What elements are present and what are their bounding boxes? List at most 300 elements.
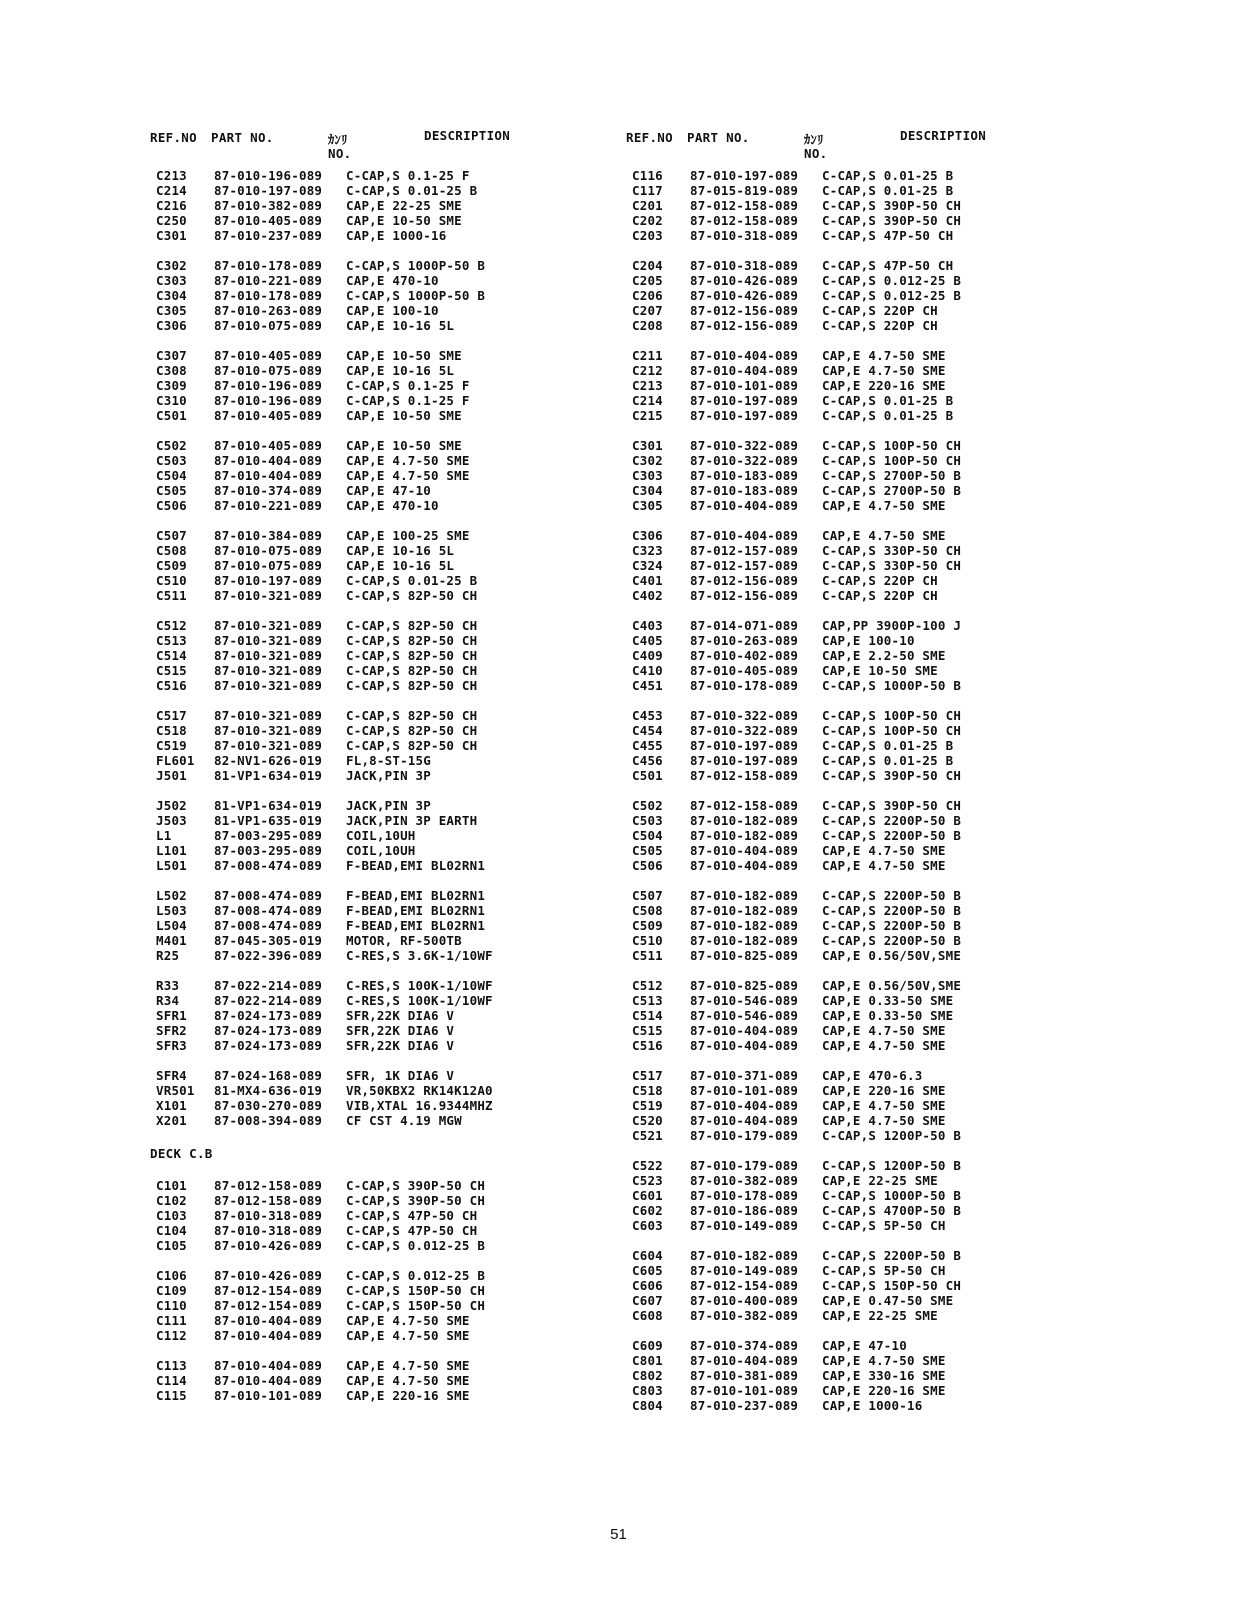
parts-group bbox=[150, 1268, 570, 1343]
right-parts-groups bbox=[626, 168, 1046, 1413]
ref-no-cell: C503 bbox=[632, 813, 663, 828]
ref-no-cell: C516 bbox=[156, 678, 187, 693]
description-cell: CAP,E 10-50 SME bbox=[346, 213, 462, 228]
table-row bbox=[626, 813, 1046, 828]
ref-no-cell: C601 bbox=[632, 1188, 663, 1203]
table-row bbox=[150, 933, 570, 948]
table-row bbox=[626, 258, 1046, 273]
ref-no-cell: C307 bbox=[156, 348, 187, 363]
part-no-cell: 87-010-178-089 bbox=[690, 1188, 799, 1203]
table-row bbox=[626, 1113, 1046, 1128]
part-no-cell: 87-010-197-089 bbox=[690, 393, 799, 408]
table-row bbox=[150, 213, 570, 228]
part-no-cell: 87-010-178-089 bbox=[214, 258, 323, 273]
deck-cb-parts-groups bbox=[150, 1178, 570, 1403]
description-cell: CAP,E 4.7-50 SME bbox=[346, 1328, 470, 1343]
part-no-cell: 87-010-404-089 bbox=[214, 1373, 323, 1388]
table-row bbox=[626, 933, 1046, 948]
table-row bbox=[150, 558, 570, 573]
description-cell: C-CAP,S 2200P-50 B bbox=[822, 903, 962, 918]
description-cell: CAP,E 100-25 SME bbox=[346, 528, 470, 543]
ref-no-cell: C310 bbox=[156, 393, 187, 408]
part-no-cell: 87-010-197-089 bbox=[214, 573, 323, 588]
part-no-cell: 87-010-221-089 bbox=[214, 498, 323, 513]
ref-no-cell: C202 bbox=[632, 213, 663, 228]
description-cell: SFR,22K DIA6 V bbox=[346, 1008, 455, 1023]
table-row bbox=[626, 708, 1046, 723]
description-cell: C-CAP,S 47P-50 CH bbox=[346, 1223, 478, 1238]
description-cell: CAP,E 4.7-50 SME bbox=[346, 1358, 470, 1373]
parts-group bbox=[626, 438, 1046, 513]
description-cell: C-CAP,S 390P-50 CH bbox=[346, 1178, 486, 1193]
ref-no-cell: C204 bbox=[632, 258, 663, 273]
ref-no-cell: C606 bbox=[632, 1278, 663, 1293]
table-row bbox=[626, 1188, 1046, 1203]
part-no-cell: 87-010-178-089 bbox=[214, 288, 323, 303]
description-cell: C-CAP,S 0.012-25 B bbox=[822, 273, 962, 288]
ref-no-cell: C112 bbox=[156, 1328, 187, 1343]
part-no-cell: 87-010-402-089 bbox=[690, 648, 799, 663]
description-cell: C-CAP,S 2200P-50 B bbox=[822, 813, 962, 828]
description-cell: C-CAP,S 0.01-25 B bbox=[822, 753, 954, 768]
part-no-cell: 87-012-154-089 bbox=[690, 1278, 799, 1293]
parts-group bbox=[150, 1358, 570, 1403]
parts-group bbox=[150, 348, 570, 423]
table-row bbox=[150, 228, 570, 243]
ref-no-cell: L503 bbox=[156, 903, 187, 918]
ref-no-cell: C212 bbox=[632, 363, 663, 378]
table-row bbox=[626, 213, 1046, 228]
ref-no-cell: C513 bbox=[632, 993, 663, 1008]
part-no-cell: 81-VP1-635-019 bbox=[214, 813, 323, 828]
part-no-cell: 87-010-197-089 bbox=[690, 168, 799, 183]
description-cell: MOTOR, RF-500TB bbox=[346, 933, 462, 948]
part-no-cell: 87-012-156-089 bbox=[690, 303, 799, 318]
ref-no-cell: C409 bbox=[632, 648, 663, 663]
description-cell: SFR, 1K DIA6 V bbox=[346, 1068, 455, 1083]
part-no-cell: 87-010-546-089 bbox=[690, 993, 799, 1008]
table-row bbox=[150, 918, 570, 933]
description-cell: C-CAP,S 82P-50 CH bbox=[346, 738, 478, 753]
part-no-cell: 87-010-318-089 bbox=[690, 228, 799, 243]
table-row bbox=[626, 1023, 1046, 1038]
parts-group bbox=[626, 168, 1046, 243]
description-cell: C-CAP,S 0.01-25 B bbox=[822, 393, 954, 408]
part-no-cell: 87-010-318-089 bbox=[690, 258, 799, 273]
table-row bbox=[626, 1068, 1046, 1083]
part-no-cell: 87-010-197-089 bbox=[214, 183, 323, 198]
ref-no-cell: C206 bbox=[632, 288, 663, 303]
part-no-cell: 87-010-183-089 bbox=[690, 483, 799, 498]
part-no-cell: 87-003-295-089 bbox=[214, 828, 323, 843]
description-cell: CAP,E 10-16 5L bbox=[346, 543, 455, 558]
table-row bbox=[150, 1038, 570, 1053]
part-no-cell: 87-012-157-089 bbox=[690, 543, 799, 558]
part-no-cell: 87-010-426-089 bbox=[690, 273, 799, 288]
ref-no-cell: SFR2 bbox=[156, 1023, 187, 1038]
table-row bbox=[626, 1278, 1046, 1293]
table-row bbox=[626, 1308, 1046, 1323]
description-cell: CAP,E 4.7-50 SME bbox=[822, 1353, 946, 1368]
section-title-deck-cb: DECK C.B bbox=[150, 1146, 213, 1161]
table-row bbox=[626, 843, 1046, 858]
parts-group bbox=[626, 798, 1046, 873]
table-row bbox=[626, 948, 1046, 963]
part-no-cell: 87-010-426-089 bbox=[690, 288, 799, 303]
table-row bbox=[626, 1338, 1046, 1353]
ref-no-cell: C250 bbox=[156, 213, 187, 228]
table-row bbox=[626, 273, 1046, 288]
table-row bbox=[626, 573, 1046, 588]
parts-group bbox=[150, 1178, 570, 1253]
table-row bbox=[626, 858, 1046, 873]
table-row bbox=[150, 573, 570, 588]
description-cell: CAP,E 4.7-50 SME bbox=[822, 528, 946, 543]
ref-no-cell: C304 bbox=[632, 483, 663, 498]
table-row bbox=[150, 318, 570, 333]
description-cell: C-CAP,S 390P-50 CH bbox=[822, 213, 962, 228]
ref-no-cell: J503 bbox=[156, 813, 187, 828]
description-cell: C-CAP,S 390P-50 CH bbox=[822, 768, 962, 783]
part-no-cell: 87-010-179-089 bbox=[690, 1158, 799, 1173]
table-row bbox=[150, 753, 570, 768]
part-no-cell: 87-010-405-089 bbox=[214, 408, 323, 423]
part-no-cell: 87-024-173-089 bbox=[214, 1038, 323, 1053]
ref-no-cell: C509 bbox=[156, 558, 187, 573]
table-row bbox=[626, 1173, 1046, 1188]
description-cell: COIL,10UH bbox=[346, 828, 416, 843]
ref-no-cell: C501 bbox=[632, 768, 663, 783]
part-no-cell: 87-010-318-089 bbox=[214, 1223, 323, 1238]
table-row bbox=[626, 738, 1046, 753]
ref-no-cell: C508 bbox=[156, 543, 187, 558]
description-cell: C-CAP,S 1000P-50 B bbox=[822, 678, 962, 693]
parts-group bbox=[626, 888, 1046, 963]
parts-group bbox=[150, 168, 570, 243]
ref-no-cell: C522 bbox=[632, 1158, 663, 1173]
table-row bbox=[626, 1293, 1046, 1308]
description-cell: C-CAP,S 220P CH bbox=[822, 588, 938, 603]
ref-no-cell: C105 bbox=[156, 1238, 187, 1253]
table-row bbox=[150, 348, 570, 363]
description-cell: C-CAP,S 2200P-50 B bbox=[822, 828, 962, 843]
part-no-cell: 87-010-221-089 bbox=[214, 273, 323, 288]
part-no-cell: 87-010-237-089 bbox=[214, 228, 323, 243]
table-row bbox=[150, 903, 570, 918]
ref-no-cell: C211 bbox=[632, 348, 663, 363]
part-no-cell: 87-012-158-089 bbox=[214, 1193, 323, 1208]
part-no-cell: 87-010-404-089 bbox=[690, 1353, 799, 1368]
part-no-cell: 87-010-382-089 bbox=[690, 1308, 799, 1323]
ref-no-cell: C110 bbox=[156, 1298, 187, 1313]
ref-no-cell: C410 bbox=[632, 663, 663, 678]
parts-group bbox=[150, 708, 570, 783]
description-cell: C-CAP,S 2200P-50 B bbox=[822, 918, 962, 933]
part-no-cell: 87-012-154-089 bbox=[214, 1298, 323, 1313]
part-no-cell: 87-010-182-089 bbox=[690, 888, 799, 903]
ref-no-cell: C456 bbox=[632, 753, 663, 768]
table-row bbox=[626, 543, 1046, 558]
ref-no-cell: C507 bbox=[632, 888, 663, 903]
parts-group bbox=[626, 1248, 1046, 1323]
part-no-cell: 87-010-263-089 bbox=[214, 303, 323, 318]
table-row bbox=[150, 813, 570, 828]
description-cell: C-CAP,S 2200P-50 B bbox=[822, 888, 962, 903]
ref-no-cell: C509 bbox=[632, 918, 663, 933]
part-no-cell: 87-022-396-089 bbox=[214, 948, 323, 963]
table-row bbox=[626, 888, 1046, 903]
table-row bbox=[150, 633, 570, 648]
description-cell: C-CAP,S 390P-50 CH bbox=[822, 798, 962, 813]
description-cell: C-CAP,S 82P-50 CH bbox=[346, 588, 478, 603]
description-cell: JACK,PIN 3P EARTH bbox=[346, 813, 478, 828]
table-row bbox=[150, 993, 570, 1008]
part-no-cell: 87-008-474-089 bbox=[214, 903, 323, 918]
description-cell: CAP,E 4.7-50 SME bbox=[822, 348, 946, 363]
table-row bbox=[150, 588, 570, 603]
part-no-cell: 87-010-404-089 bbox=[690, 858, 799, 873]
part-no-cell: 87-010-321-089 bbox=[214, 723, 323, 738]
ref-no-cell: C114 bbox=[156, 1373, 187, 1388]
description-cell: C-RES,S 100K-1/10WF bbox=[346, 993, 493, 1008]
part-no-cell: 87-010-075-089 bbox=[214, 543, 323, 558]
ref-no-cell: C609 bbox=[632, 1338, 663, 1353]
left-parts-groups bbox=[150, 168, 570, 1128]
ref-no-cell: R34 bbox=[156, 993, 180, 1008]
table-row bbox=[150, 1083, 570, 1098]
part-no-cell: 87-010-196-089 bbox=[214, 393, 323, 408]
table-row bbox=[626, 228, 1046, 243]
description-cell: CAP,E 22-25 SME bbox=[346, 198, 462, 213]
table-row bbox=[150, 1373, 570, 1388]
table-row bbox=[626, 993, 1046, 1008]
table-row bbox=[150, 498, 570, 513]
part-no-cell: 87-010-263-089 bbox=[690, 633, 799, 648]
description-cell: C-CAP,S 82P-50 CH bbox=[346, 618, 478, 633]
part-no-cell: 87-010-405-089 bbox=[214, 348, 323, 363]
table-row bbox=[626, 1398, 1046, 1413]
table-row bbox=[150, 378, 570, 393]
description-cell: C-CAP,S 1000P-50 B bbox=[346, 258, 486, 273]
ref-no-cell: L502 bbox=[156, 888, 187, 903]
description-cell: C-CAP,S 47P-50 CH bbox=[822, 228, 954, 243]
table-row bbox=[626, 1383, 1046, 1398]
part-no-cell: 87-010-182-089 bbox=[690, 933, 799, 948]
ref-no-cell: C213 bbox=[632, 378, 663, 393]
description-cell: C-CAP,S 2700P-50 B bbox=[822, 483, 962, 498]
ref-no-cell: M401 bbox=[156, 933, 187, 948]
ref-no-cell: C502 bbox=[632, 798, 663, 813]
part-no-cell: 87-010-197-089 bbox=[690, 753, 799, 768]
description-cell: C-CAP,S 1000P-50 B bbox=[346, 288, 486, 303]
ref-no-cell: C302 bbox=[156, 258, 187, 273]
part-no-cell: 87-010-404-089 bbox=[690, 363, 799, 378]
table-row bbox=[150, 1238, 570, 1253]
part-no-cell: 87-010-196-089 bbox=[214, 168, 323, 183]
part-no-cell: 87-010-546-089 bbox=[690, 1008, 799, 1023]
ref-no-cell: C516 bbox=[632, 1038, 663, 1053]
description-cell: F-BEAD,EMI BL02RN1 bbox=[346, 888, 486, 903]
table-row bbox=[150, 1268, 570, 1283]
ref-no-cell: C403 bbox=[632, 618, 663, 633]
description-cell: CAP,E 1000-16 bbox=[346, 228, 447, 243]
ref-no-cell: C503 bbox=[156, 453, 187, 468]
table-row bbox=[626, 168, 1046, 183]
header-description: DESCRIPTION bbox=[900, 128, 987, 143]
part-no-cell: 87-010-426-089 bbox=[214, 1238, 323, 1253]
description-cell: CAP,E 10-50 SME bbox=[346, 348, 462, 363]
ref-no-cell: C113 bbox=[156, 1358, 187, 1373]
column-header bbox=[626, 124, 1046, 168]
table-row bbox=[626, 348, 1046, 363]
ref-no-cell: R25 bbox=[156, 948, 180, 963]
table-row bbox=[150, 168, 570, 183]
ref-no-cell: C106 bbox=[156, 1268, 187, 1283]
ref-no-cell: C215 bbox=[632, 408, 663, 423]
description-cell: CAP,E 4.7-50 SME bbox=[822, 1113, 946, 1128]
description-cell: CAP,E 2.2-50 SME bbox=[822, 648, 946, 663]
part-no-cell: 87-010-179-089 bbox=[690, 1128, 799, 1143]
ref-no-cell: C506 bbox=[156, 498, 187, 513]
parts-group bbox=[626, 348, 1046, 423]
ref-no-cell: C208 bbox=[632, 318, 663, 333]
description-cell: F-BEAD,EMI BL02RN1 bbox=[346, 918, 486, 933]
ref-no-cell: C116 bbox=[632, 168, 663, 183]
part-no-cell: 87-024-173-089 bbox=[214, 1023, 323, 1038]
description-cell: CAP,E 22-25 SME bbox=[822, 1308, 938, 1323]
part-no-cell: 87-010-322-089 bbox=[690, 723, 799, 738]
ref-no-cell: C512 bbox=[156, 618, 187, 633]
table-row bbox=[150, 663, 570, 678]
ref-no-cell: C605 bbox=[632, 1263, 663, 1278]
ref-no-cell: C515 bbox=[156, 663, 187, 678]
parts-group bbox=[626, 618, 1046, 693]
parts-group bbox=[150, 978, 570, 1053]
description-cell: F-BEAD,EMI BL02RN1 bbox=[346, 858, 486, 873]
description-cell: C-CAP,S 0.01-25 B bbox=[346, 183, 478, 198]
description-cell: C-CAP,S 390P-50 CH bbox=[822, 198, 962, 213]
part-no-cell: 87-010-075-089 bbox=[214, 363, 323, 378]
description-cell: JACK,PIN 3P bbox=[346, 798, 431, 813]
ref-no-cell: C323 bbox=[632, 543, 663, 558]
part-no-cell: 87-012-156-089 bbox=[690, 318, 799, 333]
ref-no-cell: C324 bbox=[632, 558, 663, 573]
table-row bbox=[626, 378, 1046, 393]
ref-no-cell: C309 bbox=[156, 378, 187, 393]
description-cell: CAP,E 470-10 bbox=[346, 273, 439, 288]
description-cell: C-CAP,S 100P-50 CH bbox=[822, 438, 962, 453]
description-cell: CAP,E 10-50 SME bbox=[822, 663, 938, 678]
table-row bbox=[626, 618, 1046, 633]
table-row bbox=[150, 768, 570, 783]
table-row bbox=[626, 183, 1046, 198]
description-cell: C-CAP,S 0.01-25 B bbox=[822, 183, 954, 198]
part-no-cell: 87-010-101-089 bbox=[690, 1383, 799, 1398]
ref-no-cell: C803 bbox=[632, 1383, 663, 1398]
part-no-cell: 87-012-157-089 bbox=[690, 558, 799, 573]
header-part-no: PART NO. bbox=[687, 130, 750, 145]
description-cell: C-CAP,S 1000P-50 B bbox=[822, 1188, 962, 1203]
table-row bbox=[150, 1328, 570, 1343]
ref-no-cell: C301 bbox=[632, 438, 663, 453]
table-row bbox=[150, 468, 570, 483]
ref-no-cell: C519 bbox=[156, 738, 187, 753]
ref-no-cell: C604 bbox=[632, 1248, 663, 1263]
ref-no-cell: C308 bbox=[156, 363, 187, 378]
part-no-cell: 87-010-321-089 bbox=[214, 648, 323, 663]
table-row bbox=[150, 678, 570, 693]
part-no-cell: 87-010-374-089 bbox=[690, 1338, 799, 1353]
header-no: NO. bbox=[804, 146, 828, 161]
ref-no-cell: J501 bbox=[156, 768, 187, 783]
table-row bbox=[626, 903, 1046, 918]
table-row bbox=[626, 633, 1046, 648]
part-no-cell: 87-010-404-089 bbox=[690, 843, 799, 858]
table-row bbox=[626, 1083, 1046, 1098]
ref-no-cell: C518 bbox=[632, 1083, 663, 1098]
description-cell: F-BEAD,EMI BL02RN1 bbox=[346, 903, 486, 918]
description-cell: CAP,E 10-16 5L bbox=[346, 318, 455, 333]
description-cell: CAP,E 0.47-50 SME bbox=[822, 1293, 954, 1308]
part-no-cell: 87-010-405-089 bbox=[214, 213, 323, 228]
table-row bbox=[150, 1113, 570, 1128]
part-no-cell: 87-014-071-089 bbox=[690, 618, 799, 633]
part-no-cell: 87-030-270-089 bbox=[214, 1098, 323, 1113]
description-cell: C-CAP,S 150P-50 CH bbox=[346, 1283, 486, 1298]
description-cell: C-RES,S 3.6K-1/10WF bbox=[346, 948, 493, 963]
description-cell: C-CAP,S 100P-50 CH bbox=[822, 708, 962, 723]
part-no-cell: 87-010-075-089 bbox=[214, 318, 323, 333]
part-no-cell: 87-010-182-089 bbox=[690, 903, 799, 918]
ref-no-cell: C207 bbox=[632, 303, 663, 318]
description-cell: C-CAP,S 1200P-50 B bbox=[822, 1128, 962, 1143]
description-cell: C-CAP,S 0.1-25 F bbox=[346, 393, 470, 408]
ref-no-cell: C517 bbox=[632, 1068, 663, 1083]
description-cell: C-RES,S 100K-1/10WF bbox=[346, 978, 493, 993]
table-row bbox=[150, 1313, 570, 1328]
description-cell: C-CAP,S 82P-50 CH bbox=[346, 633, 478, 648]
table-row bbox=[626, 918, 1046, 933]
description-cell: C-CAP,S 4700P-50 B bbox=[822, 1203, 962, 1218]
part-no-cell: 87-010-404-089 bbox=[690, 1113, 799, 1128]
part-no-cell: 87-010-196-089 bbox=[214, 378, 323, 393]
description-cell: C-CAP,S 5P-50 CH bbox=[822, 1218, 946, 1233]
ref-no-cell: C608 bbox=[632, 1308, 663, 1323]
part-no-cell: 87-010-182-089 bbox=[690, 813, 799, 828]
ref-no-cell: C505 bbox=[156, 483, 187, 498]
table-row bbox=[626, 483, 1046, 498]
description-cell: C-CAP,S 330P-50 CH bbox=[822, 543, 962, 558]
description-cell: C-CAP,S 82P-50 CH bbox=[346, 648, 478, 663]
parts-group bbox=[626, 978, 1046, 1053]
table-row bbox=[626, 978, 1046, 993]
description-cell: C-CAP,S 0.01-25 B bbox=[346, 573, 478, 588]
table-row bbox=[626, 408, 1046, 423]
description-cell: CAP,E 4.7-50 SME bbox=[346, 1373, 470, 1388]
table-row bbox=[626, 663, 1046, 678]
ref-no-cell: C518 bbox=[156, 723, 187, 738]
part-no-cell: 87-010-101-089 bbox=[690, 1083, 799, 1098]
ref-no-cell: C214 bbox=[632, 393, 663, 408]
description-cell: CAP,E 470-6.3 bbox=[822, 1068, 923, 1083]
ref-no-cell: C513 bbox=[156, 633, 187, 648]
part-no-cell: 87-010-321-089 bbox=[214, 678, 323, 693]
part-no-cell: 82-NV1-626-019 bbox=[214, 753, 323, 768]
description-cell: C-CAP,S 330P-50 CH bbox=[822, 558, 962, 573]
description-cell: CAP,E 22-25 SME bbox=[822, 1173, 938, 1188]
description-cell: CAP,E 10-16 5L bbox=[346, 558, 455, 573]
description-cell: CF CST 4.19 MGW bbox=[346, 1113, 462, 1128]
